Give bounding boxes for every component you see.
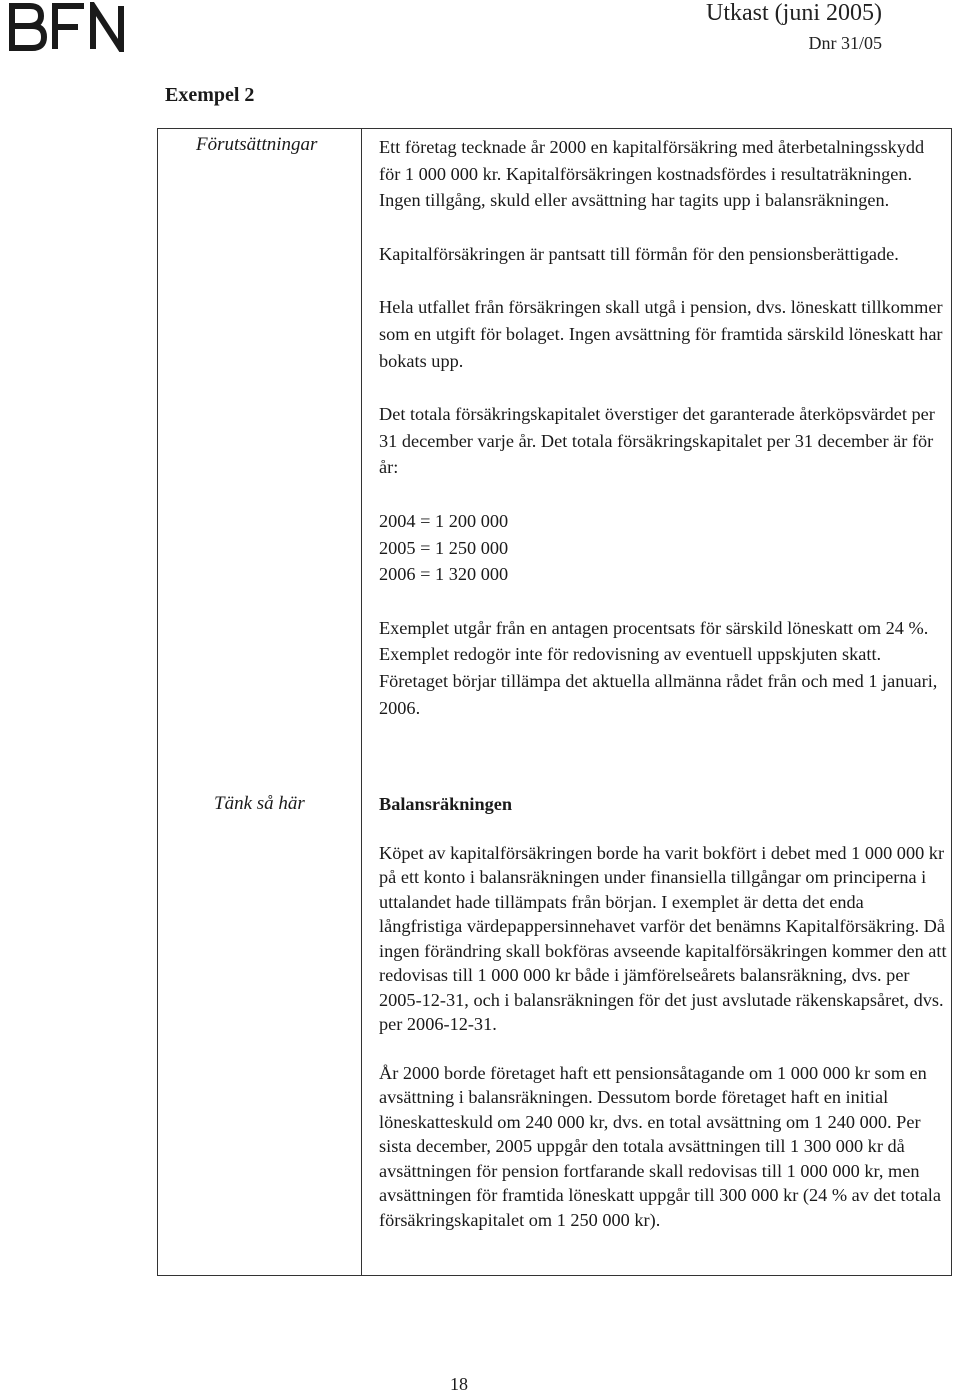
bfn-logo (8, 2, 130, 52)
section-heading: Balansräkningen (379, 794, 513, 814)
capital-values-list (379, 508, 947, 588)
draft-label: Utkast (juni 2005) (706, 0, 882, 26)
paragraph: Hela utfallet från försäkringen skall utgå i pension, dvs. löneskatt tillkommer som en utgift för bolaget. Ingen avsättning för framtida särskild löneskatt har bokats upp. (379, 297, 943, 371)
example-title: Exempel 2 (165, 84, 255, 106)
capital-value: 2005 = 1 250 000 (379, 537, 509, 558)
tank-content (379, 792, 947, 1232)
label-tank-sa-har: Tänk så här (214, 793, 305, 814)
paragraph: Det totala försäkringskapitalet överstiger det garanterade återköpsvärdet per 31 december varje år. Det totala försäkringskapitalet per 31 december är för år: (379, 404, 935, 478)
capital-value: 2006 = 1 320 000 (379, 564, 509, 585)
paragraph: Exemplet utgår från en antagen procentsats för särskild löneskatt om 24 %. Exemplet redogör inte för redovisning av eventuell uppskjuten skatt. Företaget börjar tillämpa det aktuella allmänna rådet från och med 1 januari, 2006. (379, 617, 938, 718)
column-divider (361, 128, 362, 1276)
paragraph: Ett företag tecknade år 2000 en kapitalförsäkring med återbetalningsskydd för 1 000 000 kr. Kapitalförsäkringen kostnadsfördes i resultaträkningen. Ingen tillgång, skuld eller avsättning har tagits upp i balansräkningen. (379, 137, 925, 211)
paragraph: År 2000 borde företaget haft ett pensionsåtagande om 1 000 000 kr som en avsättning i balansräkningen. Dessutom borde företaget haft en initial löneskatteskuld om 240 000 kr, dvs. en total avsättning om 1 240 000. Per sista december, 2005 uppgår den totala avsättningen till 1 300 000 kr då avsättningen för pension fortfarande skall redovisas till 1 000 000 kr, men avsättningen för framtida löneskatt uppgår till 300 000 kr (24 % av det totala försäkringskapitalet om 1 250 000 kr). (379, 1062, 941, 1230)
paragraph: Kapitalförsäkringen är pantsatt till förmån för den pensionsberättigade. (379, 243, 899, 264)
capital-value: 2004 = 1 200 000 (379, 510, 509, 531)
page-number: 18 (450, 1374, 468, 1394)
forutsattningar-content (379, 134, 947, 721)
label-forutsattningar: Förutsättningar (196, 134, 318, 155)
paragraph: Köpet av kapitalförsäkringen borde ha varit bokfört i debet med 1 000 000 kr på ett konto i balansräkningen under finansiella tillgångar om principerna i uttalandet hade tillämpats från början. I exemplet är detta det enda långfristiga värdepappersinnehavet varför det benämns Kapitalförsäkring. Då ingen förändring skall bokföras avseende kapitalförsäkringen kommer den att redovisas till 1 000 000 kr både i jämförelseårets balansräkning, dvs. per 2005-12-31, och i balansräkningen för det just avslutade räkenskapsåret, dvs. per 2006-12-31. (379, 842, 947, 1034)
document-number: Dnr 31/05 (808, 33, 882, 53)
